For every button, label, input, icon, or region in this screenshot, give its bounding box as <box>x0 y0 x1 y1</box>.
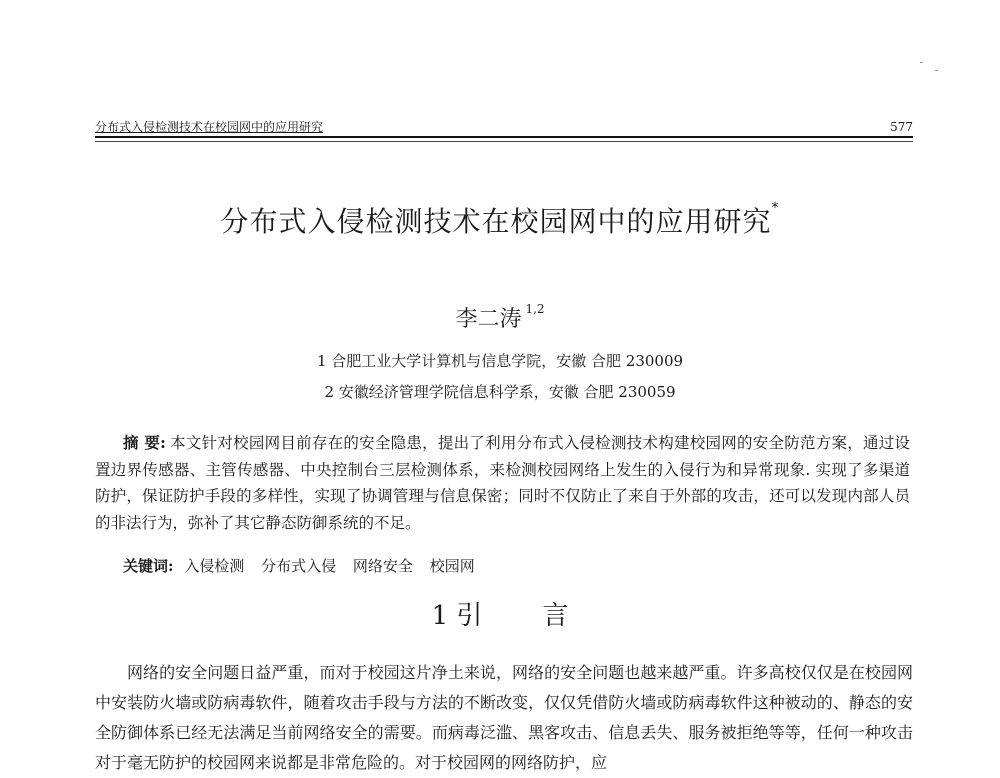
header-rule-thin <box>95 141 913 142</box>
affiliation-2: 2 安徽经济管理学院信息科学系，安徽 合肥 230059 <box>324 383 676 401</box>
author-affil-marks: 1,2 <box>525 302 545 316</box>
page-number: 577 <box>890 120 913 134</box>
abstract-text: 本文针对校园网目前存在的安全隐患，提出了利用分布式入侵检测技术构建校园网的安全防范方案，通过设置边界传感器、主管传感器、中央控制台三层检测体系，来检测校园网络上发生的入侵行为和异常现象. 实现了多渠道防护，保证防护手段的多样性，实现了协调管理与信息保密；同时不仅防止了来自于外部的攻击，还可以发现内部人员的非法行为，弥补了其它静态防御系统的不足。 <box>95 434 910 532</box>
section-heading <box>0 595 1000 632</box>
body-text <box>95 658 913 778</box>
abstract <box>95 430 910 536</box>
abstract-label: 摘 要: <box>123 433 166 452</box>
running-header <box>95 118 913 136</box>
paper-title <box>0 200 1000 240</box>
running-title: 分布式入侵检测技术在校园网中的应用研究 <box>95 120 324 134</box>
keyword: 校园网 <box>429 557 475 575</box>
paper-title-text: 分布式入侵检测技术在校园网中的应用研究 <box>220 205 772 238</box>
affiliation-1: 1 合肥工业大学计算机与信息学院，安徽 合肥 230009 <box>316 352 684 370</box>
keywords-label: 关键词: <box>123 557 174 575</box>
header-rule-thick <box>95 136 913 138</box>
section-title: 言 <box>542 601 569 631</box>
keyword: 分布式入侵 <box>261 557 337 575</box>
section-number: 1 引 <box>431 601 483 631</box>
keywords <box>123 555 913 576</box>
keyword: 网络安全 <box>352 557 413 575</box>
author-name: 李二涛 <box>455 307 522 332</box>
author-line <box>0 302 1000 333</box>
body-paragraph: 网络的安全问题日益严重，而对于校园这片净土来说，网络的安全问题也越来越严重。许多高校仅仅是在校园网中安装防火墙或防病毒软件，随着攻击手段与方法的不断改变，仅仅凭借防火墙或防病毒软件这种被动的、静态的安全防御体系已经无法满足当前网络安全的需要。而病毒泛滥、黑客攻击、信息丢失、服务被拒绝等等，任何一种攻击对于毫无防护的校园网来说都是非常危险的。对于校园网的网络防护，应 <box>95 663 913 772</box>
title-footnote-mark: * <box>771 200 780 216</box>
scan-speck <box>935 70 938 71</box>
scan-speck <box>920 62 923 63</box>
keyword: 入侵检测 <box>184 557 245 575</box>
